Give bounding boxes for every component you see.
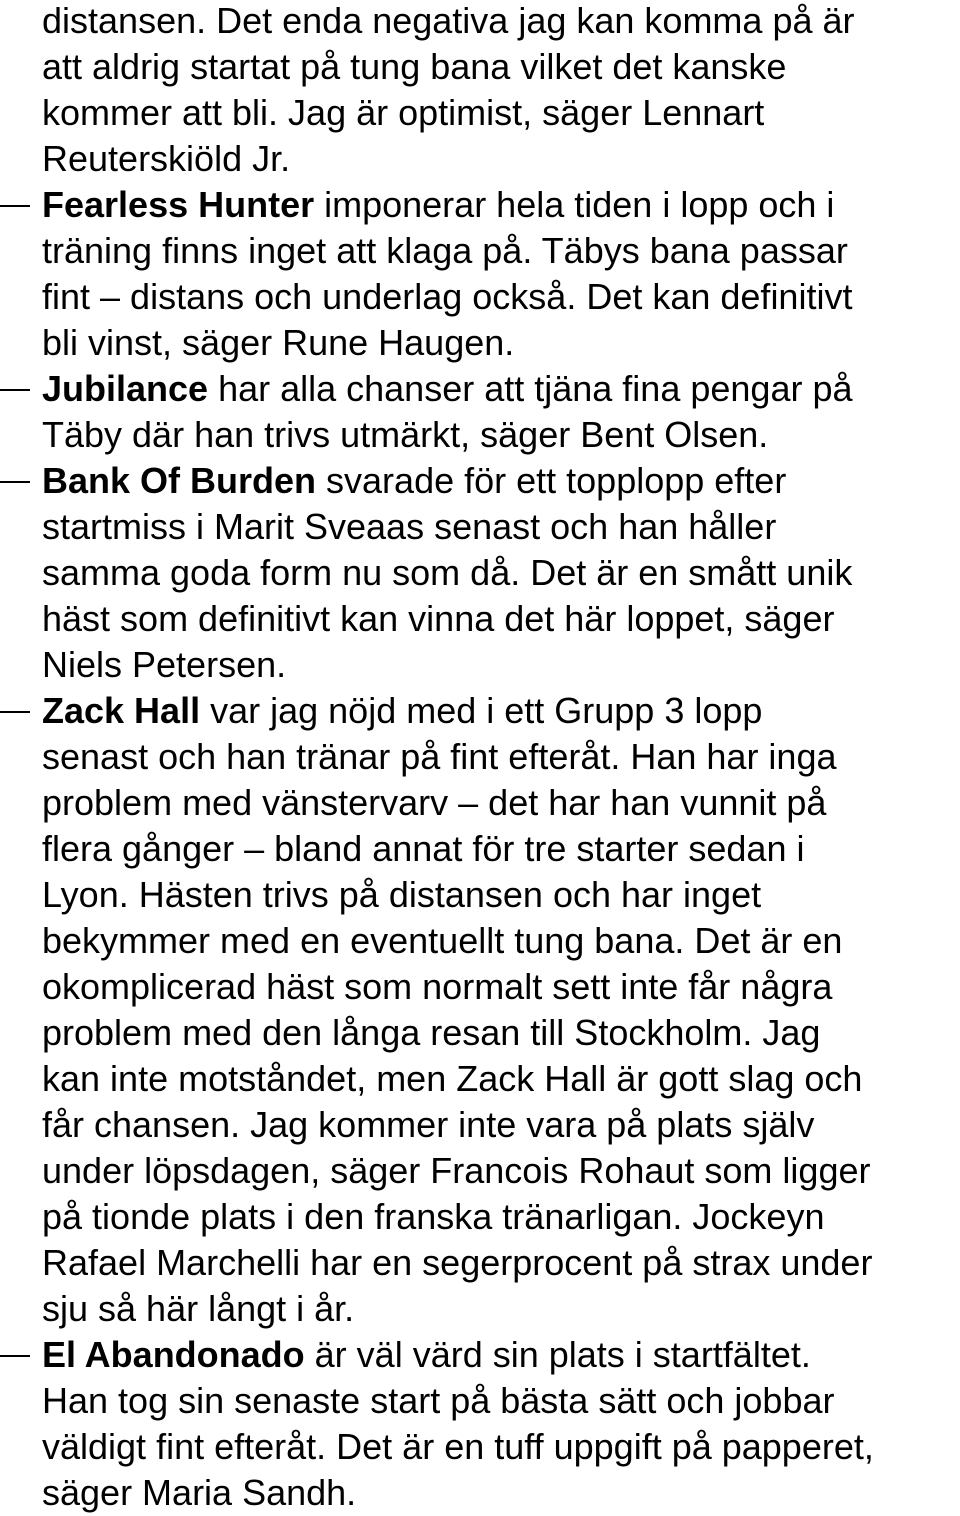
text-line: bekymmer med en eventuellt tung bana. Det är en xyxy=(42,920,843,961)
text-line: startmiss i Marit Sveaas senast och han håller xyxy=(42,506,777,547)
text-line: Rafael Marchelli har en segerprocent på strax under xyxy=(42,1242,873,1283)
text-line xyxy=(42,182,834,228)
em-dash-marker xyxy=(0,481,30,483)
horse-name: Fearless Hunter xyxy=(42,184,315,225)
text-line: på tionde plats i den franska tränarligan. Jockeyn xyxy=(42,1196,825,1237)
text-line: träning finns inget att klaga på. Täbys bana passar xyxy=(42,230,848,271)
text-run: imponerar hela tiden i lopp och i xyxy=(314,184,835,225)
horse-name: Bank Of Burden xyxy=(42,460,317,501)
text-line xyxy=(42,1332,811,1378)
text-line: Täby där han trivs utmärkt, säger Bent Olsen. xyxy=(42,414,769,455)
text-line: problem med den långa resan till Stockholm. Jag xyxy=(42,1012,821,1053)
text-line: okomplicerad häst som normalt sett inte får några xyxy=(42,966,833,1007)
text-line: distansen. Det enda negativa jag kan komma på är xyxy=(42,0,855,41)
text-line: fint – distans och underlag också. Det kan definitivt xyxy=(42,276,853,317)
text-line xyxy=(42,688,762,734)
text-line: Han tog sin senaste start på bästa sätt och jobbar xyxy=(42,1380,835,1421)
em-dash-marker xyxy=(0,711,30,713)
text-run: svarade för ett topplopp efter xyxy=(316,460,787,501)
em-dash-marker xyxy=(0,1355,30,1357)
text-line: problem med vänstervarv – det har han vunnit på xyxy=(42,782,827,823)
text-run: har alla chanser att tjäna fina pengar på xyxy=(208,368,853,409)
horse-name: Zack Hall xyxy=(42,690,201,731)
text-line: under löpsdagen, säger Francois Rohaut som ligger xyxy=(42,1150,871,1191)
text-line xyxy=(42,366,853,412)
text-line: väldigt fint efteråt. Det är en tuff uppgift på papperet, xyxy=(42,1426,874,1467)
text-line: flera gånger – bland annat för tre starter sedan i xyxy=(42,828,805,869)
text-line: häst som definitivt kan vinna det här loppet, säger xyxy=(42,598,835,639)
text-line: senast och han tränar på fint efteråt. Han har inga xyxy=(42,736,837,777)
text-line: får chansen. Jag kommer inte vara på plats själv xyxy=(42,1104,815,1145)
text-line: bli vinst, säger Rune Haugen. xyxy=(42,322,515,363)
text-line: samma goda form nu som då. Det är en smått unik xyxy=(42,552,853,593)
text-run: var jag nöjd med i ett Grupp 3 lopp xyxy=(200,690,763,731)
text-line: säger Maria Sandh. xyxy=(42,1472,357,1513)
text-line: kan inte motståndet, men Zack Hall är gott slag och xyxy=(42,1058,863,1099)
em-dash-marker xyxy=(0,389,30,391)
text-line: kommer att bli. Jag är optimist, säger Lennart xyxy=(42,92,765,133)
text-line: Lyon. Hästen trivs på distansen och har inget xyxy=(42,874,762,915)
text-line xyxy=(42,458,786,504)
text-line: Niels Petersen. xyxy=(42,644,287,685)
text-line: Reuterskiöld Jr. xyxy=(42,138,291,179)
horse-name: El Abandonado xyxy=(42,1334,305,1375)
text-line: att aldrig startat på tung bana vilket det kanske xyxy=(42,46,787,87)
text-run: är väl värd sin plats i startfältet. xyxy=(304,1334,811,1375)
em-dash-marker xyxy=(0,205,30,207)
horse-name: Jubilance xyxy=(42,368,209,409)
text-line: sju så här långt i år. xyxy=(42,1288,355,1329)
